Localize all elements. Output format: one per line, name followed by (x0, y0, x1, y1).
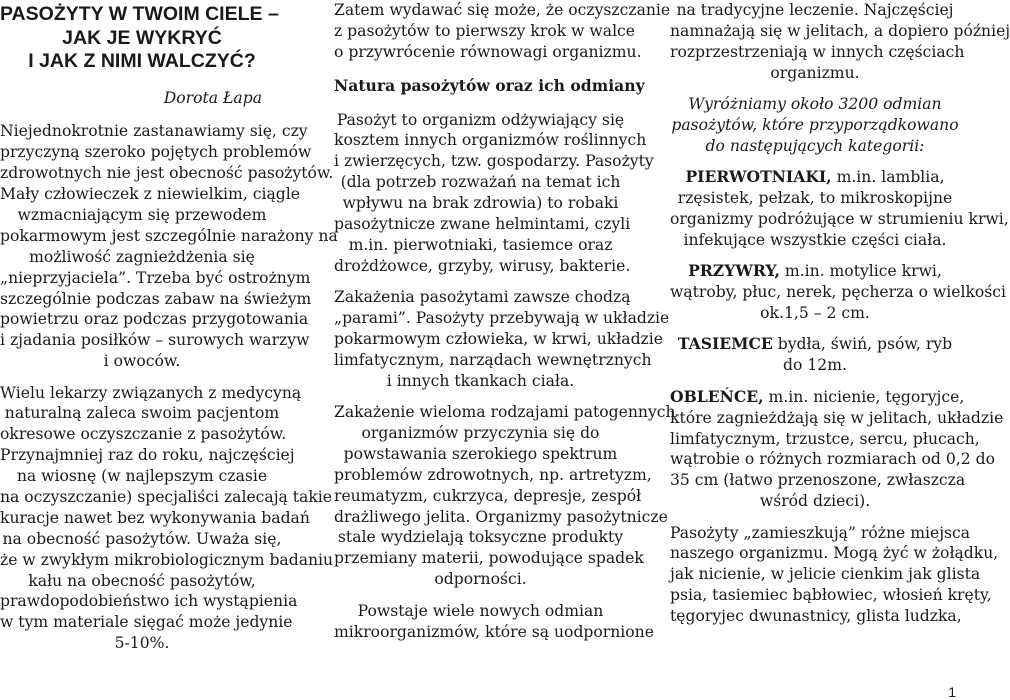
category-paragraph (670, 167, 1009, 251)
text-line: naszego organizmu. Mogą żyć w żołądku, (670, 544, 999, 563)
text-line: na obecność pasożytów. Uważa się, (2, 529, 282, 548)
text-line: stale wydzielają toksyczne produkty (337, 528, 624, 547)
text-line: powietrzu oraz podczas przygotowania (0, 310, 309, 329)
text-line: 35 cm (łatwo przenoszone, zwłaszcza (670, 471, 966, 490)
text-line: organizmów przyczynia się do (361, 424, 600, 443)
text-line: okresowe oczyszczanie z pasożytów. (0, 425, 287, 444)
text-line: naturalną zaleca swoim pacjentom (4, 404, 280, 423)
text-line: drożdżowce, grzyby, wirusy, bakterie. (334, 256, 631, 275)
text-span: bydła, świń, psów, ryb (772, 335, 953, 354)
text-line: i owoców. (103, 352, 181, 371)
text-line: (dla potrzeb rozważań na temat ich (340, 173, 621, 192)
text-line (670, 167, 960, 188)
column-2 (334, 0, 676, 642)
text-line: reumatyzm, cukrzyca, depresje, zespół (334, 486, 642, 505)
text-line: zdrowotnych nie jest obecność pasożytów. (0, 164, 334, 183)
paragraph (334, 110, 654, 277)
text-line: i zjadania posiłków – surowych warzyw (0, 331, 310, 350)
column-3 (670, 0, 1010, 627)
text-line: Zatem wydawać się może, że oczyszczanie (334, 1, 671, 19)
author-name: Dorota Łapa (163, 88, 262, 107)
text-line: rozprzestrzeniają w innych częściach (670, 42, 965, 61)
text-line: Pasożyty „zamieszkują” różne miejsca (670, 523, 971, 542)
text-line: limfatycznym, trzustce, sercu, płucach, (670, 429, 980, 448)
paragraph (0, 383, 334, 655)
title-line: JAK JE WYKRYĆ (62, 26, 222, 49)
title-line: I JAK Z NIMI WALCZYĆ? (28, 50, 256, 72)
text-line: do następujących kategorii: (705, 136, 925, 155)
paragraph (670, 523, 999, 627)
text-line: szczególnie podczas zabaw na świeżym (0, 289, 312, 308)
title-line: PASOŻYTY W TWOIM CIELE – (0, 3, 279, 25)
text-line (670, 334, 960, 355)
section-heading: Natura pasożytów oraz ich odmiany (334, 75, 645, 95)
text-line: prawdopodobieństwo ich wystąpienia (0, 592, 298, 611)
text-line: możliwość zagnieżdżenia się (29, 247, 255, 266)
text-line: Pasożyt to organizm odżywiający się (336, 110, 625, 129)
category-paragraph (670, 334, 960, 376)
text-line: pasożytnicze zwane helmintami, czyli (334, 215, 631, 234)
text-line: w tym materiale sięgać może jedynie (0, 613, 293, 632)
text-span: m.in. nicienie, tęgoryjce, (763, 387, 965, 406)
text-line: organizmy podróżujące w strumieniu krwi, (670, 210, 1009, 229)
text-line: Powstaje wiele nowych odmian (357, 601, 604, 620)
text-line: 5-10%. (114, 634, 170, 653)
text-line: przemiany materii, powodujące spadek (334, 549, 644, 568)
text-line: Zakażenia pasożytami zawsze chodzą (334, 288, 631, 307)
text-line: na wiosnę (w najlepszym czasie (16, 467, 268, 486)
text-line: Mały człowieczek z niewielkim, ciągle (0, 185, 300, 204)
text-line: „nieprzyjaciela”. Trzeba być ostrożnym (0, 268, 311, 287)
paragraph (334, 0, 671, 63)
text-line: i innych tkankach ciała. (386, 371, 575, 390)
text-line: Wyróżniamy około 3200 odmian (688, 95, 942, 114)
text-line: odporności. (434, 570, 527, 589)
text-line: przyczyną szeroko pojętych problemów (0, 143, 312, 162)
text-line (670, 261, 960, 282)
text-line: Zakażenie wieloma rodzajami patogennych (334, 403, 676, 422)
text-line: Wielu lekarzy związanych z medycyną (0, 383, 302, 402)
category-name: PIERWOTNIAKI, (685, 167, 832, 187)
paragraph (0, 121, 338, 372)
text-line: infekujące wszystkie części ciała. (683, 230, 947, 249)
paragraph (670, 0, 1010, 84)
text-line: drażliwego jelita. Organizmy pasożytnicze (334, 507, 668, 526)
text-line: Przynajmniej raz do roku, najczęściej (0, 446, 295, 465)
text-line: i zwierzęcych, tzw. gospodarzy. Pasożyty (334, 152, 654, 171)
category-paragraph (670, 261, 1007, 324)
text-line: wzmacniającym się przewodem (17, 205, 267, 224)
text-line: wśród dzieci). (759, 492, 871, 511)
text-line: pasożytów, które przyporządkowano (671, 115, 959, 134)
category-name: PRZYWRY, (688, 261, 780, 281)
text-line: organizmu. (770, 63, 860, 82)
text-line: limfatycznym, narządach wewnętrznych (334, 350, 652, 369)
text-line: m.in. pierwotniaki, tasiemce oraz (348, 235, 613, 254)
text-line: kału na obecność pasożytów, (28, 571, 256, 590)
paragraph (334, 287, 670, 391)
text-line: które zagnieżdżają się w jelitach, układzie (670, 408, 1004, 427)
text-line: Niejednokrotnie zastanawiamy się, czy (0, 122, 308, 141)
text-line: psia, tasiemiec bąbłowiec, włosień kręty, (670, 586, 992, 605)
text-line: z pasożytów to pierwszy krok w walce (334, 21, 636, 40)
text-line: o przywrócenie równowagi organizmu. (334, 42, 642, 61)
text-line: wątroby, płuc, nerek, pęcherza o wielkości (670, 283, 1007, 302)
text-span: m.in. motylice krwi, (779, 262, 942, 281)
text-line: pokarmowym człowieka, w krwi, układzie (334, 329, 663, 348)
text-line: pokarmowym jest szczególnie narażony na (0, 226, 338, 245)
text-line: problemów zdrowotnych, np. artretyzm, (334, 465, 652, 484)
text-span: m.in. lamblia, (831, 168, 945, 187)
text-line: na tradycyjne leczenie. Najczęściej (676, 1, 954, 19)
text-line: rzęsistek, pełzak, to mikroskopijne (677, 189, 953, 208)
page-number: 1 (948, 684, 956, 700)
article-title (0, 0, 284, 74)
text-line (670, 386, 965, 408)
paragraph (670, 94, 960, 157)
text-line: namnażają się w jelitach, a dopiero później (670, 21, 1010, 40)
text-line: kuracje nawet bez wykonywania badań (0, 508, 310, 527)
text-line: do 12m. (783, 356, 847, 375)
text-line: ok.1,5 – 2 cm. (760, 304, 870, 323)
text-line: wpływu na brak zdrowia) to robaki (342, 194, 619, 213)
column-1 (0, 0, 338, 654)
text-line: tęgoryjec dwunastnicy, glista ludzka, (670, 607, 962, 626)
text-line: na oczyszczanie) specjaliści zalecają takie (0, 488, 333, 507)
text-line: „parami”. Pasożyty przebywają w układzie (334, 309, 670, 328)
category-name: OBLEŃCE, (670, 386, 764, 406)
category-name: TASIEMCE (677, 334, 773, 354)
text-line: jak nicienie, w jelicie cienkim jak glista (670, 565, 981, 584)
text-line: kosztem innych organizmów roślinnych (334, 131, 647, 150)
category-paragraph (670, 386, 1004, 512)
paragraph (334, 402, 676, 590)
text-line: mikroorganizmów, które są uodpornione (334, 622, 654, 641)
paragraph (334, 601, 654, 643)
text-line: wątrobie o różnych rozmiarach od 0,2 do (670, 450, 995, 469)
text-line: że w zwykłym mikrobiologicznym badaniu (0, 550, 334, 569)
text-line: powstawania szerokiego spektrum (343, 444, 618, 463)
